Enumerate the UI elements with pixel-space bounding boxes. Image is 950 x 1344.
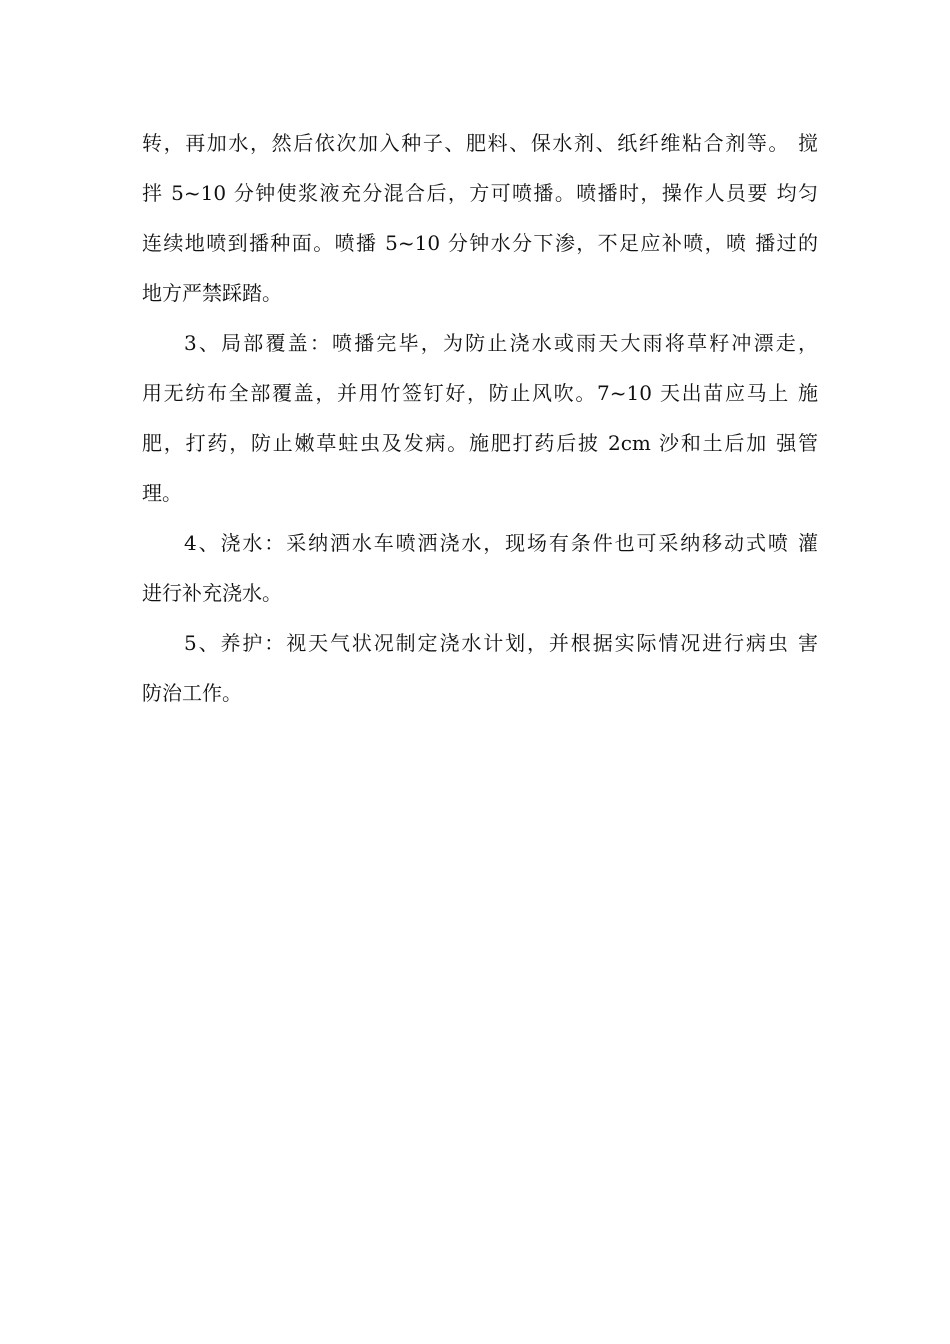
paragraph-line: 连续地喷到播种面。喷播 5~10 分钟水分下渗，不足应补喷，喷 播过的 — [142, 231, 818, 255]
paragraph-line: 3、局部覆盖：喷播完毕，为防止浇水或雨天大雨将草籽冲漂走， — [184, 331, 818, 355]
paragraph-spraying-continued — [142, 118, 818, 318]
document-body — [142, 118, 818, 718]
paragraph-line: 用无纺布全部覆盖，并用竹签钉好，防止风吹。7~10 天出苗应马上 施 — [142, 381, 818, 405]
paragraph-line: 肥，打药，防止嫩草蛀虫及发病。施肥打药后披 2cm 沙和土后加 强管 — [142, 431, 818, 455]
paragraph-watering — [142, 518, 818, 618]
paragraph-line: 进行补充浇水。 — [142, 581, 282, 605]
paragraph-line: 地方严禁踩踏。 — [142, 281, 282, 305]
paragraph-line: 拌 5~10 分钟使浆液充分混合后，方可喷播。喷播时，操作人员要 均匀 — [142, 181, 818, 205]
paragraph-line: 5、养护：视天气状况制定浇水计划，并根据实际情况进行病虫 害 — [184, 631, 818, 655]
paragraph-line: 理。 — [142, 481, 182, 505]
paragraph-line: 转，再加水，然后依次加入种子、肥料、保水剂、纸纤维粘合剂等。 搅 — [142, 131, 818, 155]
paragraph-line: 4、浇水：采纳洒水车喷洒浇水，现场有条件也可采纳移动式喷 灌 — [184, 531, 818, 555]
paragraph-line: 防治工作。 — [142, 681, 242, 705]
paragraph-partial-covering — [142, 318, 818, 518]
paragraph-maintenance — [142, 618, 818, 718]
